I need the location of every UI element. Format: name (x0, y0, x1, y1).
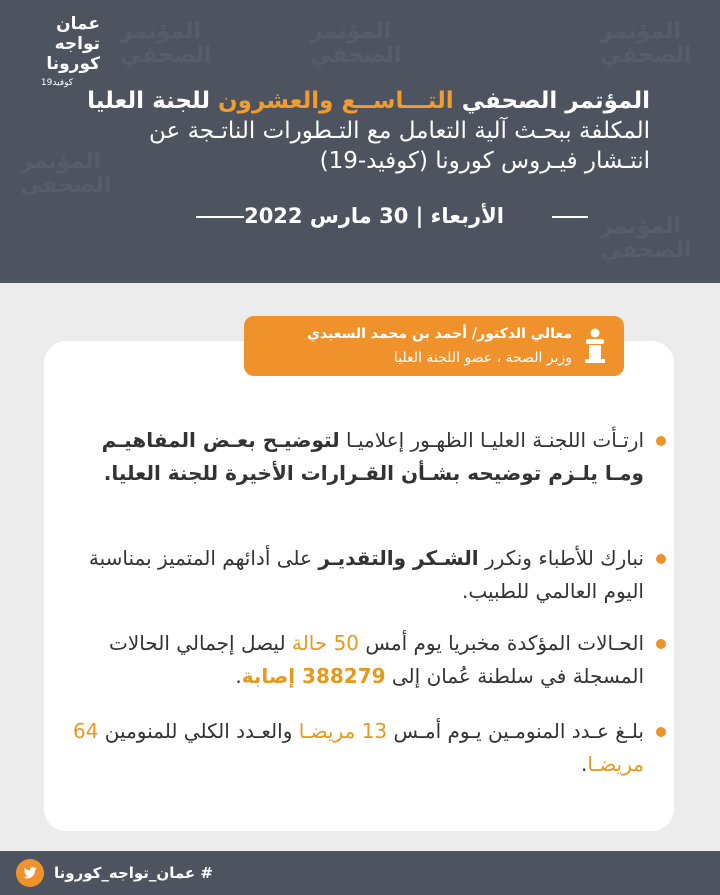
watermark: المؤتمر الصحفي (600, 19, 692, 69)
bullet-item (66, 542, 666, 608)
bullet-dot-icon (656, 727, 666, 737)
speaker-role: وزير الصحة ، عضو اللجنة العليا (393, 350, 572, 366)
bullet-text: نبارك للأطباء ونكرر (478, 546, 644, 570)
bullet-bold: لتوضيـح بعـض المفاهيـم ومـا يلـزم توضيحه بشـأن القـرارات الأخيرة للجنة العليا. (101, 428, 644, 485)
bullet-highlight: 64 مريضـا (73, 719, 644, 776)
logo-line-4: كوفيد19 (40, 78, 74, 88)
title-highlight: التـــاســع والعشرون (218, 88, 454, 114)
divider-line-right (552, 216, 588, 218)
logo-line-3: كورونا (46, 54, 100, 74)
logo-line-2: تواجه (54, 34, 100, 54)
title-part-2: للجنة العليا (87, 88, 211, 114)
title-part-3: المكلفة ببحـث آلية التعامل مع التـطورات الناتـجة عن انتـشار فيـروس كورونا (كوفيد-19) (149, 118, 650, 174)
bullet-dot-icon (656, 554, 666, 564)
bullet-text: ليصل إجمالي الحالات المسجلة في سلطنة عُمان إلى (109, 631, 644, 688)
date-text: الأربعاء | 30 مارس 2022 (244, 204, 504, 228)
bullet-item (66, 627, 666, 693)
bullet-bold: الشـكر والتقديـر (318, 546, 479, 570)
bullet-item (66, 424, 666, 490)
bullet-text: والعـدد الكلي للمنومين (98, 719, 299, 743)
speaker-podium-icon (580, 328, 610, 364)
title-part-1: المؤتمر الصحفي (461, 88, 650, 114)
speaker-name: معالي الدكتور/ أحمد بن محمد السعيدي (307, 326, 572, 342)
bullet-dot-icon (656, 639, 666, 649)
hashtag[interactable]: # عمان_تواجه_كورونا (54, 864, 213, 882)
bullet-text: ارتـأت اللجنـة العليـا الظهـور إعلاميـا (339, 428, 644, 452)
bullet-text: بلـغ عـدد المنومـين يـوم أمـس (387, 719, 644, 743)
bullet-end: . (235, 664, 242, 688)
bullet-text: الحـالات المؤكدة مخبريا يوم أمس (359, 631, 644, 655)
twitter-icon[interactable] (16, 859, 44, 887)
bullet-dot-icon (656, 436, 666, 446)
logo-line-1: عمان (56, 14, 100, 34)
footer-bar (0, 851, 720, 895)
bullet-highlight: 50 حالة (291, 631, 360, 655)
watermark: المؤتمر الصحفي (20, 149, 112, 199)
bullet-end: . (581, 752, 588, 776)
bullet-highlight: 388279 إصابة (241, 664, 386, 688)
bullet-item (66, 715, 666, 781)
watermark: المؤتمر الصحفي (120, 19, 212, 69)
watermark: المؤتمر الصحفي (310, 19, 402, 69)
bullet-text: على أدائهم المتميز بمناسبة اليوم العالمي للطبيب. (88, 546, 644, 603)
logo (14, 14, 100, 90)
bullet-highlight: 13 مريضـا (298, 719, 388, 743)
page-title (80, 86, 650, 176)
header-banner (0, 0, 720, 283)
watermark: المؤتمر الصحفي (600, 214, 692, 264)
speaker-badge (244, 316, 624, 376)
date-row (0, 200, 720, 232)
